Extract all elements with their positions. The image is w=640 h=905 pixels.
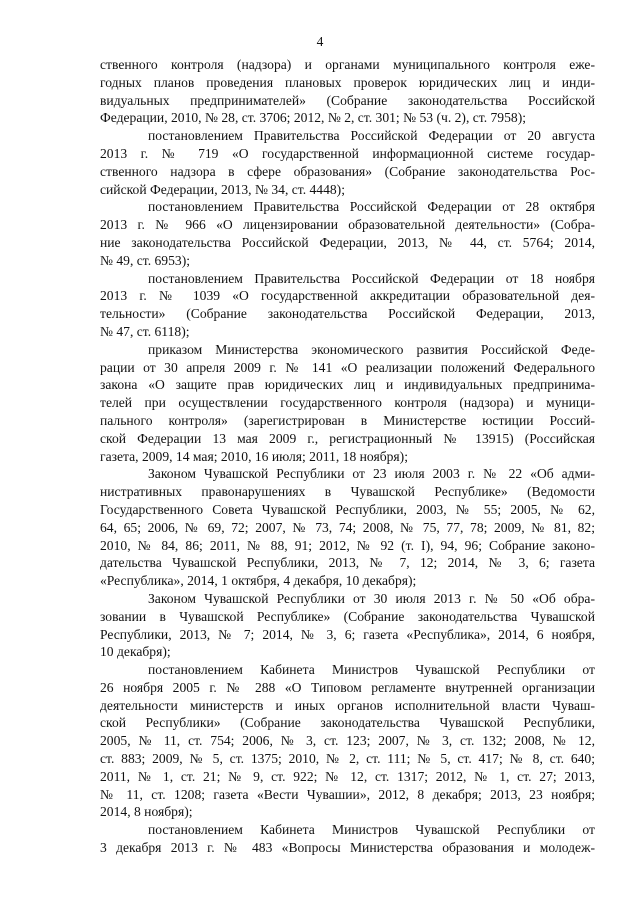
text-line: годных планов проведения плановых проверок юридических лиц и инди-	[100, 74, 595, 90]
text-line: Законом Чувашской Республики от 23 июля 2003 г. № 22 «Об адми-	[148, 466, 595, 482]
text-line: приказом Министерства экономического развития Российской Феде-	[148, 341, 595, 357]
text-line: ской Федерации 13 мая 2009 г., регистрационный № 13915) (Российская	[100, 430, 595, 446]
text-line: 2013 г. № 1039 «О государственной аккредитации образовательной дея-	[100, 288, 595, 304]
text-line: ственного надзора в сфере образования» (Собрание законодательства Рос-	[100, 163, 595, 179]
text-line: № 47, ст. 6118);	[100, 323, 190, 339]
text-line: «Республика», 2014, 1 октября, 4 декабря, 10 декабря);	[100, 573, 417, 589]
text-line: нистративных правонарушениях в Чувашской Республике» (Ведомости	[100, 484, 595, 500]
text-line: Государственного Совета Чувашской Республики, 2003, № 55; 2005, № 62,	[100, 501, 595, 517]
document-body	[100, 56, 595, 857]
text-line: рации от 30 апреля 2009 г. № 141 «О реализации положений Федерального	[100, 359, 595, 375]
text-line: 26 ноября 2005 г. № 288 «О Типовом регламенте внутренней организации	[100, 679, 595, 695]
text-line: сийской Федерации, 2013, № 34, ст. 4448);	[100, 181, 345, 197]
text-line: № 11, ст. 1208; газета «Вести Чувашии», 2012, 8 декабря; 2013, 23 ноября;	[100, 786, 595, 802]
text-line: тельности» (Собрание законодательства Российской Федерации, 2013,	[100, 306, 595, 322]
text-line: 2014, 8 ноября);	[100, 804, 193, 820]
text-line: 64, 65; 2006, № 69, 72; 2007, № 73, 74; 2008, № 75, 77, 78; 2009, № 81, 82;	[100, 519, 595, 535]
text-line: 2005, № 11, ст. 754; 2006, № 3, ст. 123; 2007, № 3, ст. 132; 2008, № 12,	[100, 733, 595, 749]
text-line: Законом Чувашской Республики от 30 июля 2013 г. № 50 «Об обра-	[148, 590, 595, 606]
text-line: 3 декабря 2013 г. № 483 «Вопросы Министерства образования и молодеж-	[100, 840, 595, 856]
text-line: 2013 г. № 719 «О государственной информационной системе государ-	[100, 145, 595, 161]
text-line: газета, 2009, 14 мая; 2010, 16 июля; 2011, 18 ноября);	[100, 448, 408, 464]
text-line: ст. 883; 2009, № 5, ст. 1375; 2010, № 2, ст. 111; № 5, ст. 417; № 8, ст. 640;	[100, 751, 595, 767]
text-line: № 49, ст. 6953);	[100, 252, 190, 268]
text-line: 2013 г. № 966 «О лицензировании образовательной деятельности» (Собра-	[100, 217, 595, 233]
page-number: 4	[316, 34, 324, 49]
text-line: постановлением Правительства Российской Федерации от 28 октября	[148, 199, 595, 215]
text-line: пального контроля» (зарегистрирован в Министерстве юстиции Россий-	[100, 412, 595, 428]
text-line: 10 декабря);	[100, 644, 171, 660]
text-line: постановлением Правительства Российской Федерации от 20 августа	[148, 128, 595, 144]
text-line: зовании в Чувашской Республике» (Собрание законодательства Чувашской	[100, 608, 595, 624]
text-line: дательства Чувашской Республики, 2013, № 7, 12; 2014, № 3, 6; газета	[100, 555, 595, 571]
text-line: Республики, 2013, № 7; 2014, № 3, 6; газета «Республика», 2014, 6 ноября,	[100, 626, 595, 642]
text-line: 2010, № 84, 86; 2011, № 88, 91; 2012, № 92 (т. I), 94, 96; Собрание законо-	[100, 537, 595, 553]
text-line: деятельности министерств и иных органов исполнительной власти Чуваш-	[100, 697, 595, 713]
text-line: телей при осуществлении государственного контроля (надзора) и муници-	[100, 395, 595, 411]
text-line: ской Республики» (Собрание законодательства Чувашской Республики,	[100, 715, 595, 731]
text-line: постановлением Кабинета Министров Чувашской Республики от	[148, 662, 595, 678]
text-line: 2011, № 1, ст. 21; № 9, ст. 922; № 12, ст. 1317; 2012, № 1, ст. 27; 2013,	[100, 768, 595, 784]
text-line: ственного контроля (надзора) и органами муниципального контроля еже-	[100, 57, 595, 72]
text-line: постановлением Правительства Российской Федерации от 18 ноября	[148, 270, 595, 286]
text-line: закона «О защите прав юридических лиц и индивидуальных предпринима-	[100, 377, 595, 393]
text-line: ние законодательства Российской Федерации, 2013, № 44, ст. 5764; 2014,	[100, 234, 595, 250]
text-line: видуальных предпринимателей» (Собрание законодательства Российской	[100, 92, 595, 108]
text-line: постановлением Кабинета Министров Чувашской Республики от	[148, 822, 595, 838]
text-line: Федерации, 2010, № 28, ст. 3706; 2012, № 2, ст. 301; № 53 (ч. 2), ст. 7958);	[100, 110, 526, 126]
